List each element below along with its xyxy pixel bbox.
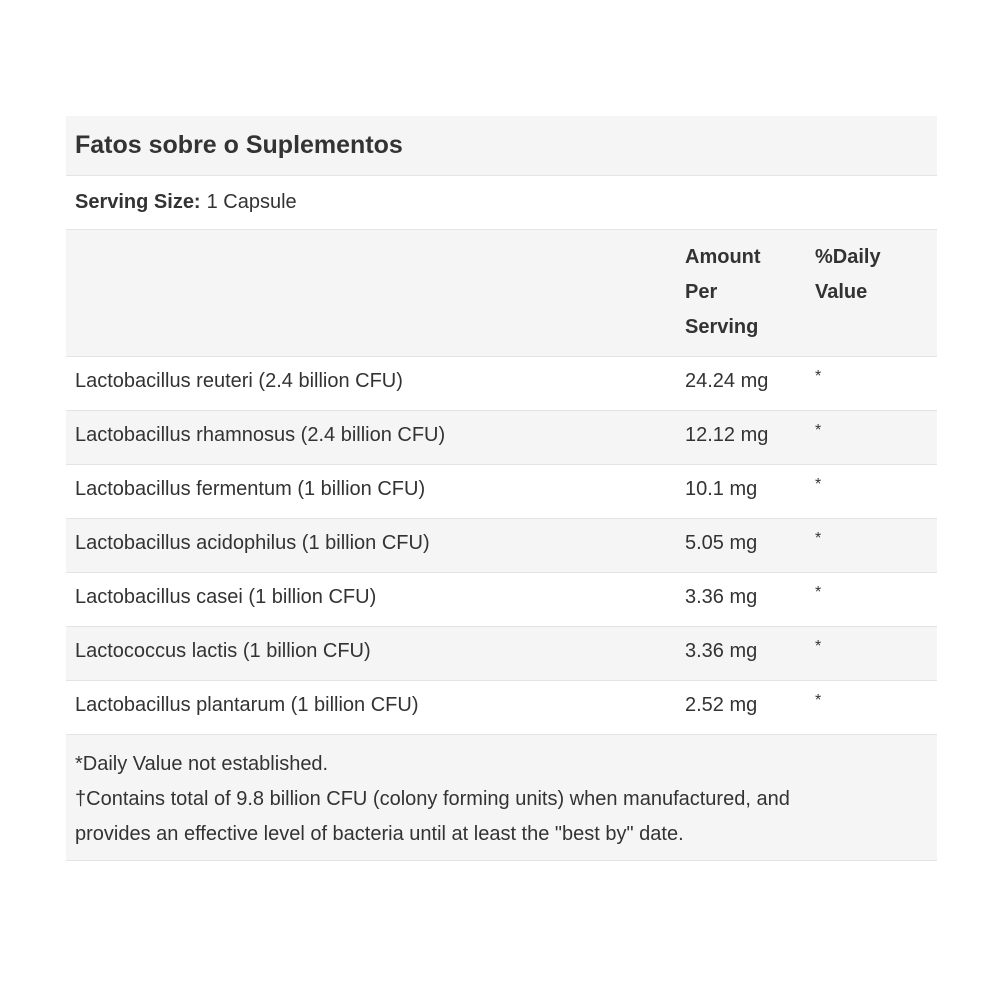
ingredient-row	[66, 681, 937, 735]
ingredient-daily-value: *	[815, 638, 822, 655]
serving-size-row	[66, 176, 937, 230]
title-row	[66, 116, 937, 176]
ingredient-row	[66, 573, 937, 627]
ingredient-name: Lactobacillus acidophilus (1 billion CFU)	[75, 532, 430, 554]
ingredient-amount: 5.05 mg	[685, 532, 758, 554]
ingredient-name: Lactobacillus rhamnosus (2.4 billion CFU)	[75, 424, 446, 446]
cfu-footnote-line: †Contains total of 9.8 billion CFU (colony forming units) when manufactured, and	[75, 788, 790, 810]
footnotes	[66, 735, 937, 861]
panel-title: Fatos sobre o Suplementos	[75, 131, 403, 159]
ingredient-amount: 24.24 mg	[685, 370, 769, 392]
daily-value-header	[815, 240, 925, 310]
cfu-footnote-line: provides an effective level of bacteria until at least the "best by" date.	[75, 823, 684, 845]
daily-value-footnote: *Daily Value not established.	[75, 753, 329, 775]
ingredient-daily-value: *	[815, 530, 822, 547]
ingredient-name: Lactobacillus plantarum (1 billion CFU)	[75, 694, 419, 716]
ingredient-amount: 3.36 mg	[685, 640, 758, 662]
ingredient-row	[66, 411, 937, 465]
ingredient-daily-value: *	[815, 692, 822, 709]
ingredient-daily-value: *	[815, 368, 822, 385]
ingredient-row	[66, 357, 937, 411]
ingredient-row	[66, 465, 937, 519]
ingredient-row	[66, 627, 937, 681]
ingredient-amount: 2.52 mg	[685, 694, 758, 716]
amount-header-line: Serving	[685, 316, 759, 338]
serving-size-value: 1 Capsule	[206, 191, 297, 213]
ingredient-amount: 3.36 mg	[685, 586, 758, 608]
ingredient-row	[66, 519, 937, 573]
ingredient-daily-value: *	[815, 422, 822, 439]
ingredient-name: Lactobacillus casei (1 billion CFU)	[75, 586, 377, 608]
ingredient-daily-value: *	[815, 476, 822, 493]
amount-header-line: Amount	[685, 246, 761, 268]
ingredient-name: Lactobacillus reuteri (2.4 billion CFU)	[75, 370, 403, 392]
ingredient-daily-value: *	[815, 584, 822, 601]
serving-size-label: Serving Size:	[75, 191, 201, 213]
daily-value-header-line: %Daily	[815, 246, 881, 268]
daily-value-header-line: Value	[815, 281, 868, 303]
amount-header-line: Per	[685, 281, 718, 303]
amount-per-serving-header	[685, 240, 795, 345]
ingredient-name: Lactococcus lactis (1 billion CFU)	[75, 640, 371, 662]
supplement-facts-table	[66, 116, 937, 861]
column-header-row	[66, 230, 937, 357]
ingredient-amount: 10.1 mg	[685, 478, 758, 500]
ingredient-name: Lactobacillus fermentum (1 billion CFU)	[75, 478, 426, 500]
ingredient-amount: 12.12 mg	[685, 424, 769, 446]
